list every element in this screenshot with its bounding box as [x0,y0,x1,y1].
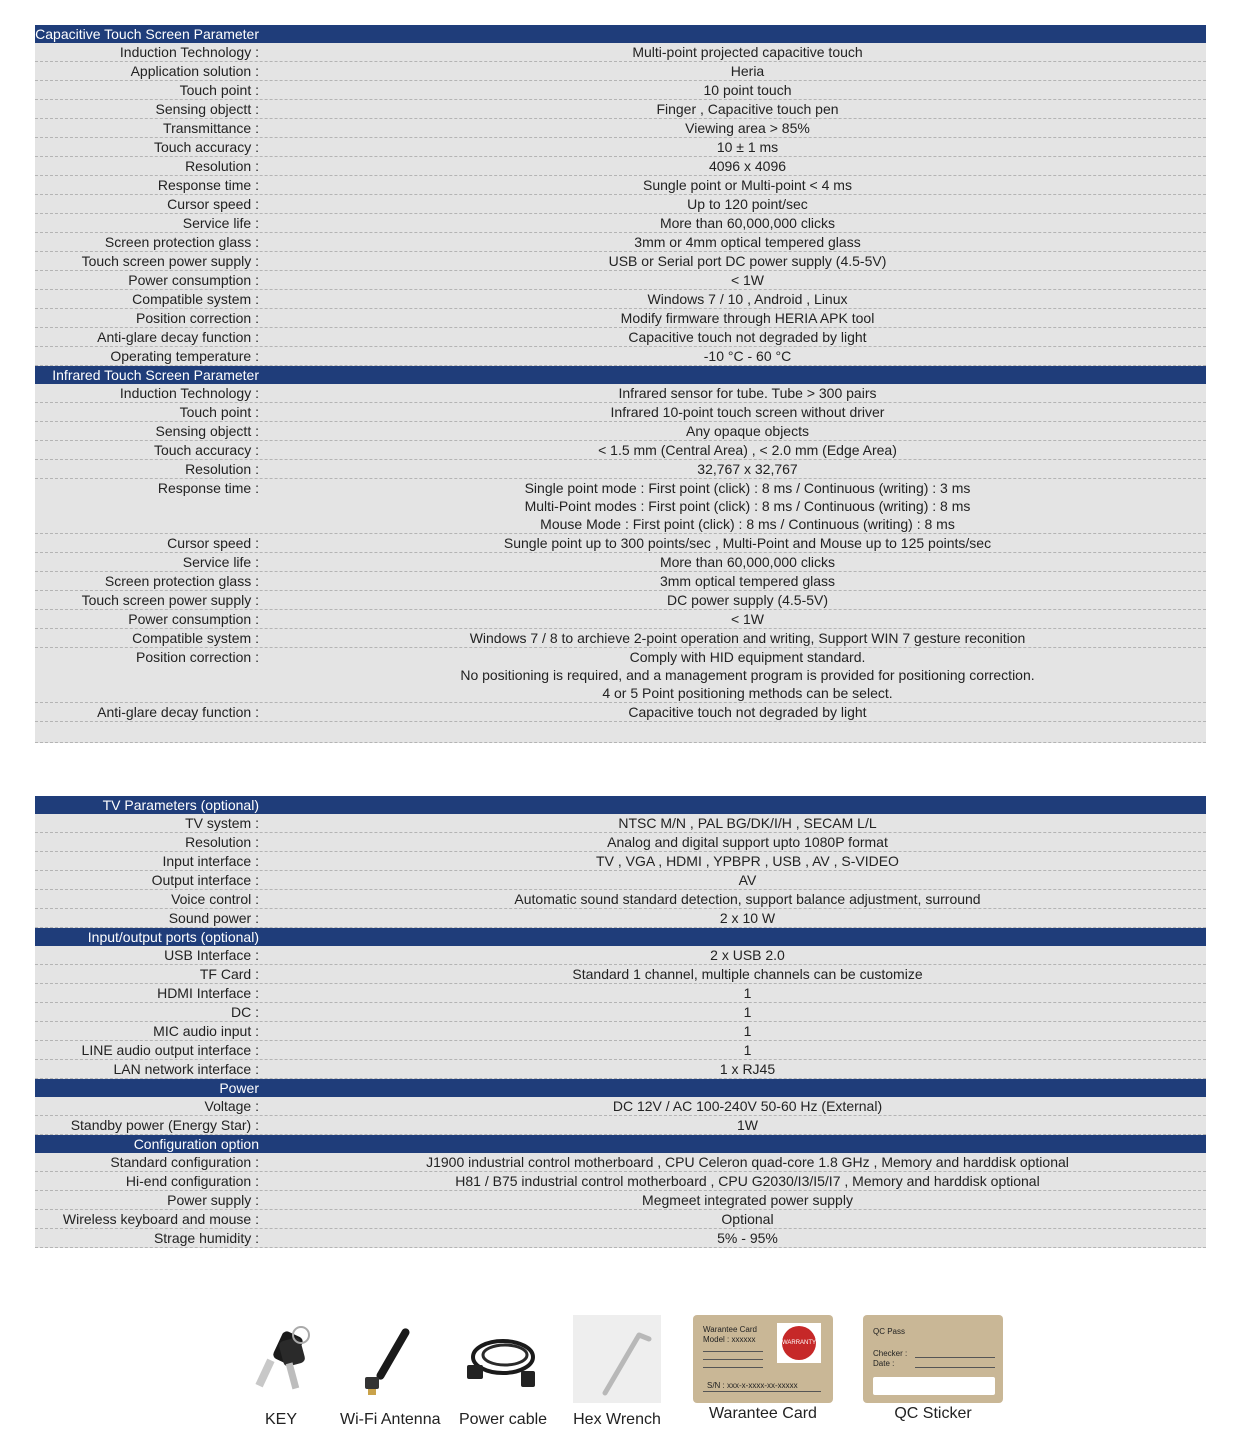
spec-label: Position correction : [136,649,259,665]
spec-label: LAN network interface : [113,1061,259,1077]
spec-row [35,403,1206,422]
spec-row [35,591,1206,610]
spec-value-line: 3mm or 4mm optical tempered glass [634,234,861,250]
spec-label: Hi-end configuration : [125,1173,259,1189]
section-header [35,796,1206,814]
spec-value [259,1060,1206,1078]
spec-value-line: More than 60,000,000 clicks [659,554,836,570]
spec-row [35,1097,1206,1116]
spec-value-line: TV , VGA , HDMI , YPBPR , USB , AV , S-VIDEO [596,853,899,869]
spec-row [35,1229,1206,1248]
spec-label: Touch point : [179,404,259,420]
spec-value [259,214,1206,232]
warranty-badge [777,1323,821,1363]
spec-value [259,946,1206,964]
spec-value-line: Modify firmware through HERIA APK tool [620,310,875,326]
spec-label: Application solution : [130,63,259,79]
spec-value [259,479,1206,533]
antenna-icon [341,1315,429,1403]
section-header [35,25,1206,43]
spec-value-line: 4096 x 4096 [708,158,787,174]
spec-value [259,195,1206,213]
spec-value-line: Viewing area > 85% [685,120,810,136]
spec-value-line: Standard 1 channel, multiple channels can be customize [572,966,923,982]
spec-value [259,403,1206,421]
spec-label: Induction Technology : [119,385,259,401]
spec-value-line: 10 ± 1 ms [716,139,779,155]
spec-row [35,43,1206,62]
spec-row [35,871,1206,890]
spec-value [259,347,1206,365]
section-title: TV Parameters (optional) [102,797,259,813]
spec-row [35,460,1206,479]
spec-value [259,100,1206,118]
spec-value [259,1210,1206,1228]
spec-value [259,119,1206,137]
spec-label: MIC audio input : [153,1023,259,1039]
spec-row [35,384,1206,403]
spec-row [35,441,1206,460]
spec-value-line: 2 x USB 2.0 [710,947,785,963]
spec-value-line: Mouse Mode : First point (click) : 8 ms / Continuous (writing) : 8 ms [540,516,955,532]
spec-label: Response time : [157,480,259,496]
spec-value [259,1153,1206,1171]
spec-value [259,138,1206,156]
spec-value [259,833,1206,851]
accessory-label: KEY [264,1411,297,1428]
warranty-card-title: Warantee Card [703,1325,757,1334]
accessory-key [237,1315,325,1429]
spec-value-line: 1 [743,1042,752,1058]
spec-value-line: Windows 7 / 10 , Android , Linux [647,291,848,307]
spec-label: USB Interface : [164,947,259,963]
spec-row [35,138,1206,157]
spec-value [259,1229,1206,1247]
spec-label: Position correction : [136,310,259,326]
spec-value [259,43,1206,61]
spec-row [35,1116,1206,1135]
spec-value-line: -10 °C - 60 °C [703,348,792,364]
spec-value-line: DC 12V / AC 100-240V 50-60 Hz (External) [612,1098,883,1114]
spec-value [259,62,1206,80]
spec-value [259,984,1206,1002]
spec-value [259,814,1206,832]
spec-row [35,572,1206,591]
spec-value-line: 1 [743,1023,752,1039]
spec-label: Anti-glare decay function : [97,704,259,720]
spec-label: Touch point : [179,82,259,98]
spec-value [259,703,1206,721]
spec-row [35,629,1206,648]
spec-row [35,833,1206,852]
spec-value-line: More than 60,000,000 clicks [659,215,836,231]
section-title: Infrared Touch Screen Parameter [52,367,259,383]
accessory-label: QC Sticker [894,1405,972,1422]
section-title: Input/output ports (optional) [87,929,259,945]
section-header [35,1135,1206,1153]
spec-row [35,1191,1206,1210]
spec-value [259,290,1206,308]
spec-label: Resolution : [185,158,259,174]
spec-value [259,441,1206,459]
spec-label: Anti-glare decay function : [97,329,259,345]
spec-row [35,422,1206,441]
spec-label: Power consumption : [128,611,259,627]
spec-label: DC : [231,1004,259,1020]
spec-value [259,1191,1206,1209]
spec-label: Operating temperature : [110,348,259,364]
spec-value [259,81,1206,99]
spec-value [259,591,1206,609]
spec-value [259,1003,1206,1021]
spec-value-line: J1900 industrial control motherboard , CPU Celeron quad-core 1.8 GHz , Memory and harddisk optional [426,1154,1069,1170]
spec-value-line: Infrared 10-point touch screen without driver [610,404,885,420]
spec-label: Transmittance : [163,120,259,136]
spec-value-line: No positioning is required, and a management program is provided for positioning correction. [460,667,1035,683]
spec-value [259,1097,1206,1115]
spec-value [259,572,1206,590]
spec-label: Compatible system : [132,630,259,646]
spec-value [259,328,1206,346]
spec-value [259,309,1206,327]
spec-value [259,871,1206,889]
spec-value-line: Comply with HID equipment standard. [629,649,866,665]
spec-value-line: < 1W [730,272,765,288]
spec-row [35,81,1206,100]
spec-value [259,176,1206,194]
spec-value [259,157,1206,175]
spec-label: Wireless keyboard and mouse : [62,1211,259,1227]
spec-value [259,384,1206,402]
spec-value [259,629,1206,647]
section-title: Capacitive Touch Screen Parameter [35,26,259,42]
spec-value-line: Analog and digital support upto 1080P format [607,834,888,850]
spec-value-line: 5% - 95% [717,1230,778,1246]
spec-label: Service life : [182,215,259,231]
spec-label: Cursor speed : [167,535,259,551]
spec-label: Touch accuracy : [153,442,259,458]
spec-row [35,703,1206,722]
spec-value-line: Automatic sound standard detection, support balance adjustment, surround [514,891,981,907]
spec-value-line: Windows 7 / 8 to archieve 2-point operation and writing, Support WIN 7 gesture reconition [469,630,1026,646]
warranty-card-icon [693,1315,833,1403]
spec-table-tv [35,796,1206,1248]
spec-label: Standard configuration : [110,1154,259,1170]
spec-value-line: Capacitive touch not degraded by light [628,329,867,345]
qc-sticker-icon [863,1315,1003,1403]
accessory-antenna [340,1315,441,1429]
spec-label: Standby power (Energy Star) : [70,1117,259,1133]
spec-value [259,252,1206,270]
spec-label: Screen protection glass : [104,573,259,589]
wrench-icon [573,1315,661,1403]
spec-row [35,176,1206,195]
spec-row [35,965,1206,984]
qc-checker: Checker : [873,1349,908,1358]
warranty-card-sn: S/N : xxx-x-xxxx-xx-xxxxx [707,1381,798,1390]
spec-value-line: Heria [730,63,765,79]
spec-row [35,1022,1206,1041]
section-header [35,366,1206,384]
spec-value-line: 10 point touch [703,82,792,98]
cable-icon [459,1315,547,1403]
spec-value-line: 2 x 10 W [719,910,776,926]
spec-row [35,157,1206,176]
spec-value-line: 3mm optical tempered glass [659,573,836,589]
spec-value-line: 1W [737,1117,758,1133]
spec-label: TV system : [185,815,259,831]
spec-value-line: Up to 120 point/sec [687,196,808,212]
spec-row [35,890,1206,909]
spec-row [35,1041,1206,1060]
spec-label: Screen protection glass : [104,234,259,250]
section-title: Power [219,1080,259,1096]
key-icon [237,1315,325,1403]
spec-row [35,1003,1206,1022]
spec-table-touch [35,25,1206,743]
spec-row [35,309,1206,328]
spec-row [35,233,1206,252]
spec-label: Sound power : [168,910,259,926]
spec-row [35,984,1206,1003]
qc-date: Date : [873,1359,895,1368]
spec-row [35,214,1206,233]
spec-row [35,100,1206,119]
section-header [35,1079,1206,1097]
spec-row [35,648,1206,703]
spec-value [259,1041,1206,1059]
section-header [35,928,1206,946]
spec-row [35,290,1206,309]
spec-row [35,1172,1206,1191]
spec-value [259,1022,1206,1040]
spec-label: Resolution : [185,834,259,850]
spec-row [35,252,1206,271]
spec-label: Power consumption : [128,272,259,288]
spec-value [259,648,1206,702]
spec-value [259,1172,1206,1190]
spec-value [259,909,1206,927]
spec-label: Strage humidity : [153,1230,259,1246]
warranty-badge-text: WARRANTY [782,1326,816,1360]
spec-value [259,852,1206,870]
accessory-power-cable [459,1315,547,1429]
spec-value-line: USB or Serial port DC power supply (4.5-5V) [608,253,887,269]
spec-value-line: H81 / B75 industrial control motherboard , CPU G2030/I3/I5/I7 , Memory and harddisk optional [455,1173,1040,1189]
spec-value [259,233,1206,251]
spec-value-line: Sungle point or Multi-point < 4 ms [643,177,852,193]
spec-row [35,1210,1206,1229]
section-title: Configuration option [133,1136,259,1152]
spec-value-line: AV [738,872,757,888]
spec-label: Input interface : [162,853,259,869]
table-padding [35,722,1206,743]
spec-value-line: < 1.5 mm (Central Area) , < 2.0 mm (Edge Area) [598,442,897,458]
spec-value-line: Any opaque objects [686,423,809,439]
spec-label: TF Card : [199,966,259,982]
spec-label: Touch screen power supply : [81,592,259,608]
spec-row [35,479,1206,534]
qc-title: QC Pass [873,1327,906,1336]
spec-label: Service life : [182,554,259,570]
spec-label: Response time : [157,177,259,193]
spec-row [35,534,1206,553]
spec-row [35,814,1206,833]
spec-label: Power supply : [167,1192,259,1208]
spec-value-line: 32,767 x 32,767 [697,461,798,477]
spec-value-line: Sungle point up to 300 points/sec , Multi-Point and Mouse up to 125 points/sec [503,535,992,551]
spec-value-line: 4 or 5 Point positioning methods can be select. [602,685,893,701]
spec-value-line: Multi-Point modes : First point (click) : 8 ms / Continuous (writing) : 8 ms [524,498,971,514]
spec-row [35,553,1206,572]
spec-value-line: Multi-point projected capacitive touch [632,44,863,60]
spec-label: Output interface : [151,872,259,888]
accessory-qc-sticker [863,1403,1003,1423]
accessory-hex-wrench [573,1315,661,1429]
spec-row [35,347,1206,366]
spec-row [35,328,1206,347]
spec-label: LINE audio output interface : [81,1042,259,1058]
spec-value [259,610,1206,628]
spec-label: Induction Technology : [119,44,259,60]
spec-row [35,119,1206,138]
spec-value [259,460,1206,478]
spec-label: HDMI Interface : [157,985,259,1001]
spec-value-line: Capacitive touch not degraded by light [628,704,867,720]
spec-value-line: Optional [721,1211,774,1227]
spec-label: Cursor speed : [167,196,259,212]
spec-row [35,946,1206,965]
accessory-label: Wi-Fi Antenna [340,1411,441,1428]
spec-value [259,890,1206,908]
spec-row [35,1060,1206,1079]
spec-label: Resolution : [185,461,259,477]
spec-value [259,1116,1206,1134]
accessory-warranty-card [693,1403,833,1423]
spec-value-line: 1 [743,1004,752,1020]
spec-row [35,1153,1206,1172]
spec-row [35,610,1206,629]
spec-value [259,534,1206,552]
spec-row [35,271,1206,290]
spec-label: Sensing objectt : [155,101,259,117]
spec-value [259,965,1206,983]
spec-value-line: Megmeet integrated power supply [642,1192,853,1208]
spec-value-line: Finger , Capacitive touch pen [656,101,839,117]
spec-label: Voice control : [171,891,259,907]
spec-value [259,271,1206,289]
spec-row [35,62,1206,81]
spec-value [259,553,1206,571]
accessory-label: Power cable [459,1411,548,1428]
spec-value-line: Single point mode : First point (click) : 8 ms / Continuous (writing) : 3 ms [524,480,971,496]
spec-value-line: Infrared sensor for tube. Tube > 300 pairs [618,385,877,401]
warranty-card-model: Model : xxxxxx [703,1335,756,1344]
spec-label: Compatible system : [132,291,259,307]
spec-row [35,852,1206,871]
accessory-label: Warantee Card [709,1405,817,1422]
spec-value-line: 1 x RJ45 [719,1061,776,1077]
spec-label: Touch screen power supply : [81,253,259,269]
spec-value-line: 1 [743,985,752,1001]
spec-value-line: NTSC M/N , PAL BG/DK/I/H , SECAM L/L [618,815,877,831]
spec-row [35,195,1206,214]
spec-value-line: DC power supply (4.5-5V) [666,592,829,608]
spec-label: Touch accuracy : [153,139,259,155]
spec-value-line: < 1W [730,611,765,627]
spec-value [259,422,1206,440]
accessory-label: Hex Wrench [573,1411,661,1428]
spec-row [35,909,1206,928]
spec-label: Sensing objectt : [155,423,259,439]
spec-label: Voltage : [204,1098,259,1114]
